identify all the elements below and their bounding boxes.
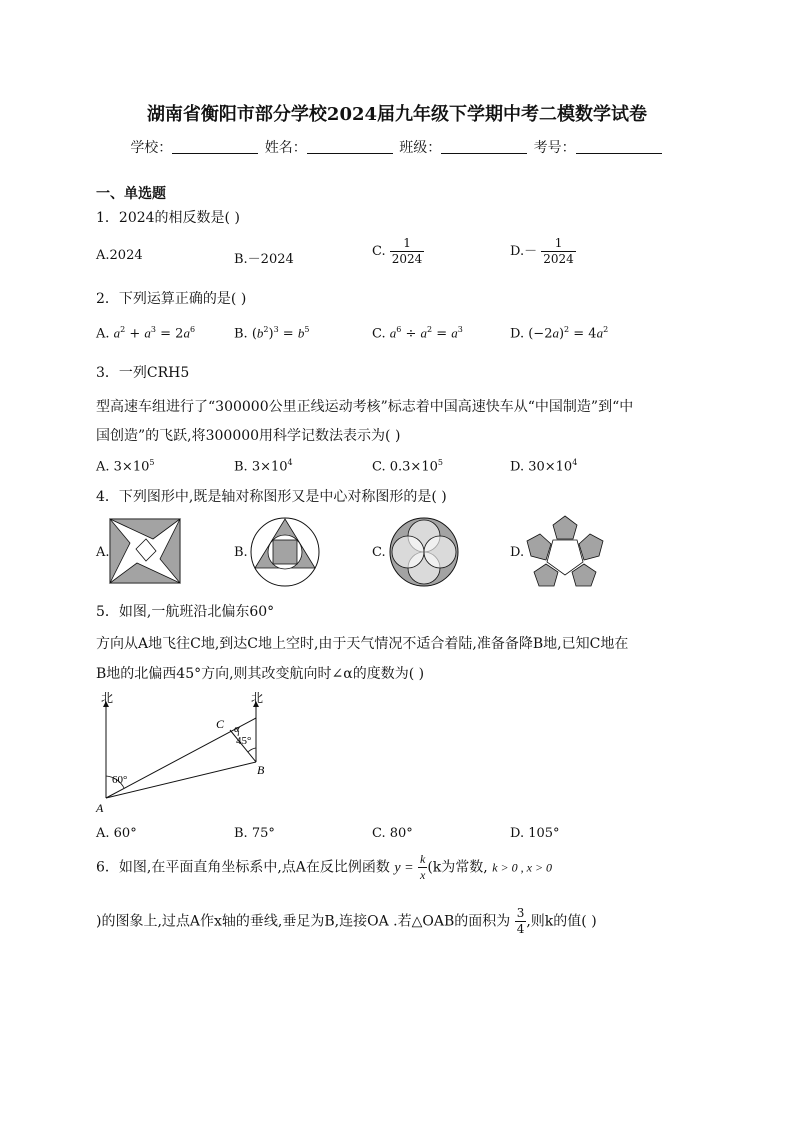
q6-function-y: y = [394, 860, 414, 876]
q6-line2-text: )的图象上,过点A作x轴的垂线,垂足为B,连接OA .若△OAB的面积为 [96, 913, 511, 930]
q4-figure-b-circle-triangle-square [247, 516, 323, 588]
north-label-a: 北 [101, 691, 114, 705]
q5-option-c: C. 80° [372, 826, 413, 841]
question-6-stem-line-2 [96, 906, 597, 937]
q5-navigation-figure [92, 690, 282, 816]
q5-option-d: D. 105° [510, 826, 560, 841]
name-label: 姓名： [264, 140, 307, 156]
q4-figure-c-flower-circle [386, 516, 462, 588]
student-info-row [0, 137, 794, 157]
school-blank [172, 141, 258, 154]
q3-option-d: D. $30\times 10^4$ [510, 458, 578, 475]
section-heading: 一、单选题 [96, 186, 166, 202]
question-4-stem: 4．下列图形中,既是轴对称图形又是中心对称图形的是( ) [96, 489, 447, 505]
question-5-stem-line-2: 方向从A地飞往C地,到达C地上空时,由于天气情况不适合着陆,准备备降B地,已知C地在 [96, 636, 629, 652]
angle-45-label: 45° [236, 735, 252, 747]
q3-option-a: A. $3\times 10^5$ [96, 458, 155, 475]
q6-conditions: k > 0 , x > 0 [492, 860, 553, 875]
q1-option-c [372, 236, 424, 267]
q4-figure-d-five-pentagons [524, 514, 606, 590]
q1-option-d [510, 236, 576, 267]
class-blank [441, 141, 527, 154]
q4-figure-a-pinwheel-square [108, 518, 182, 584]
question-3-stem-line-3: 国创造”的飞跃,将300000用科学记数法表示为( ) [96, 428, 401, 444]
q1-option-a: A.2024 [96, 248, 143, 263]
question-5-stem-line-3: B地的北偏西45°方向,则其改变航向时∠α的度数为( ) [96, 666, 425, 682]
exam-number-label: 考号： [533, 140, 576, 156]
q5-option-a: A. 60° [96, 826, 137, 841]
q6-line2-text-b: ,则k的值( ) [526, 913, 597, 930]
question-5-stem-line-1: 5．如图,一航班沿北偏东60° [96, 604, 275, 620]
name-blank [307, 141, 393, 154]
q6-line1-text-b: (k为常数, [427, 859, 488, 876]
page-title: 湖南省衡阳市部分学校2024届九年级下学期中考二模数学试卷 [146, 104, 648, 125]
class-label: 班级： [399, 140, 442, 156]
q2-option-d: D. $(-2a)^2 = 4a^2$ [510, 325, 609, 342]
q3-option-b: B. $3\times 10^4$ [234, 458, 293, 475]
q6-line1-text: 6．如图,在平面直角坐标系中,点A在反比例函数 [96, 859, 390, 876]
q4-option-b-label: B. [234, 545, 248, 560]
point-c-label: C [216, 717, 225, 731]
north-label-b: 北 [251, 691, 264, 705]
q3-option-c: C. $0.3\times 10^5$ [372, 458, 443, 475]
question-3-stem-line-1: 3．一列CRH5 [96, 365, 190, 381]
question-6-stem-line-1 [96, 852, 552, 883]
question-1-stem: 1．2024的相反数是( ) [96, 210, 240, 226]
q4-option-d-label: D. [510, 545, 525, 560]
q1-option-c-label: C. [372, 244, 386, 259]
angle-60-label: 60° [112, 774, 128, 786]
point-a-label: A [96, 801, 104, 815]
q5-option-b: B. 75° [234, 826, 275, 841]
exam-number-blank [576, 141, 662, 154]
question-3-stem-line-2: 型高速车组进行了“300000公里正线运动考核”标志着中国高速快车从“中国制造”到“中 [96, 399, 634, 415]
q6-area-fraction: $\frac{3}{4}$ [516, 906, 525, 936]
q2-option-b: B. $(b^2)^3 = b^5$ [234, 325, 310, 342]
question-2-stem: 2．下列运算正确的是( ) [96, 291, 247, 307]
q4-option-c-label: C. [372, 545, 386, 560]
q1-option-c-fraction: $\frac{1}{2024}$ [391, 236, 423, 266]
q2-option-c: C. $a^6 \div a^2 = a^3$ [372, 325, 463, 342]
q1-option-d-fraction: $\frac{1}{2024}$ [543, 236, 574, 266]
q1-option-d-label: D.－ [510, 244, 538, 259]
q1-option-b: B.－2024 [234, 252, 294, 267]
q4-option-a-label: A. [96, 545, 110, 560]
point-b-label: B [257, 763, 265, 777]
q6-function-fraction: $\frac{k}{x}$ [420, 852, 426, 882]
q2-option-a: A. $a^2 + a^3 = 2a^6$ [96, 325, 196, 342]
alpha-label: α [234, 723, 240, 735]
school-label: 学校： [130, 140, 173, 156]
